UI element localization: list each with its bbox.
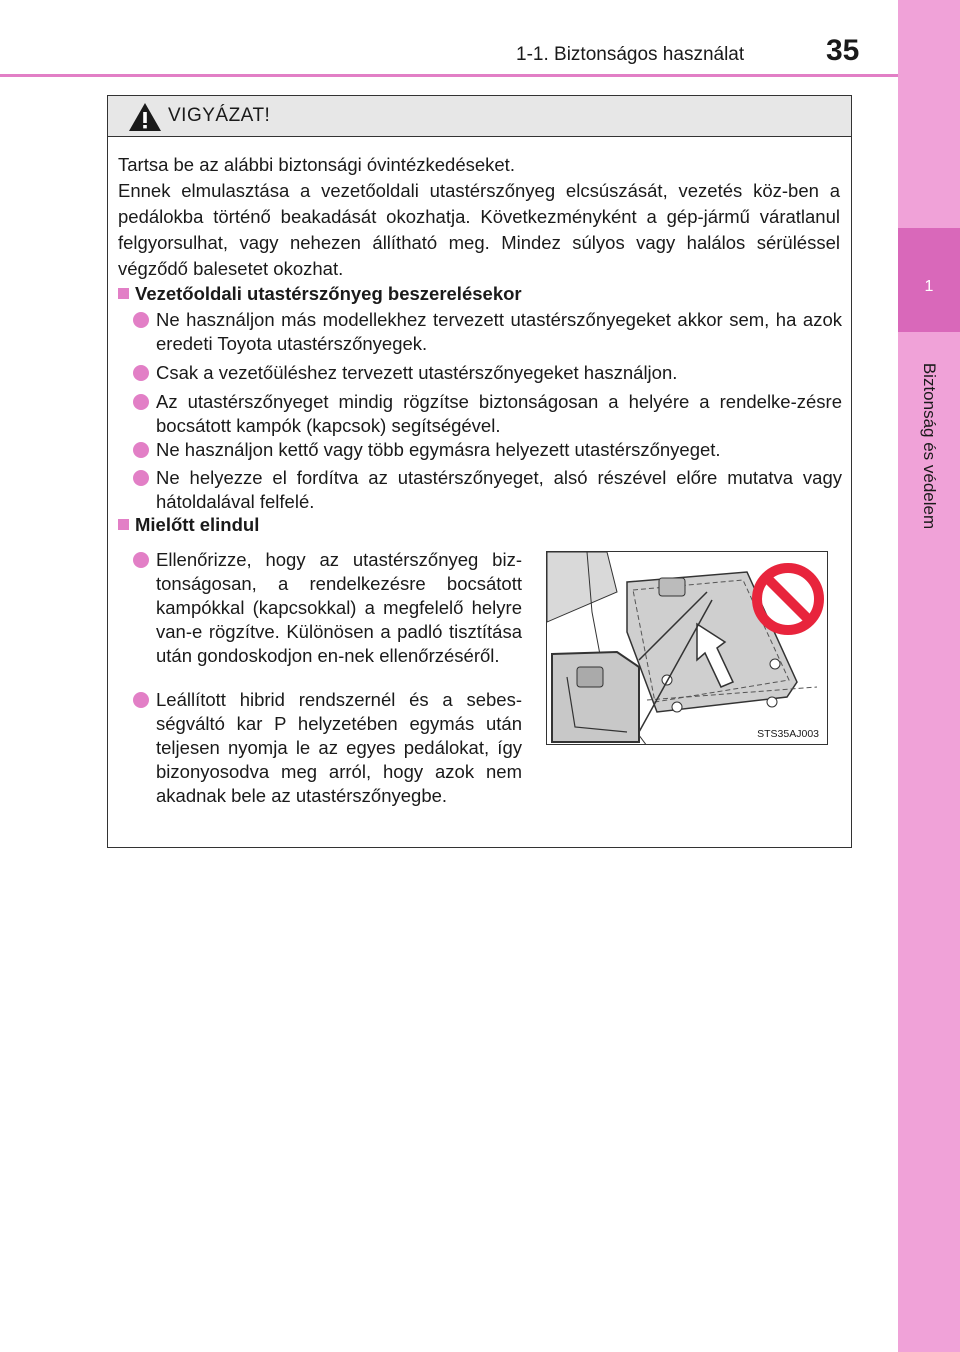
list-item bbox=[156, 308, 842, 356]
list-item-text: Ne helyezze el fordítva az utastérszőnyeget, alsó részével előre mutatva vagy hátoldalával felfelé. bbox=[156, 467, 842, 512]
subhead-installing bbox=[118, 281, 522, 307]
list-item bbox=[156, 438, 842, 462]
header-rule bbox=[0, 74, 898, 77]
subhead-installing-label: Vezetőoldali utastérszőnyeg beszerelésekor bbox=[135, 283, 522, 304]
list-item bbox=[156, 390, 842, 438]
round-bullet-icon bbox=[133, 552, 149, 568]
list-item-text: Ellenőrizze, hogy az utastérszőnyeg biz-tonságosan, a rendelkezésre bocsátott kampókkal (kapcsokkal) a megfelelő helyre van-e rögzítve. Különösen a padló tisztítása után gondoskodjon en-nek ellenőrzéséről. bbox=[156, 549, 522, 666]
illustration-code: STS35AJ003 bbox=[757, 728, 819, 740]
warning-title: VIGYÁZAT! bbox=[168, 105, 271, 126]
round-bullet-icon bbox=[133, 442, 149, 458]
floor-mat-illustration bbox=[546, 551, 828, 745]
list-item bbox=[156, 466, 842, 514]
page-number: 35 bbox=[826, 34, 860, 67]
section-title: 1-1. Biztonságos használat bbox=[516, 44, 745, 65]
warning-triangle-icon bbox=[128, 102, 162, 132]
chapter-title: Biztonság és védelem bbox=[920, 362, 939, 530]
subhead-before-driving bbox=[118, 512, 259, 538]
round-bullet-icon bbox=[133, 312, 149, 328]
square-bullet-icon bbox=[118, 288, 129, 299]
list-item-text: Ne használjon más modellekhez tervezett utastérszőnyegeket akkor sem, ha azok eredeti Toyota utastérszőnyegek. bbox=[156, 309, 842, 354]
subhead-before-driving-label: Mielőtt elindul bbox=[135, 514, 260, 535]
side-tab bbox=[898, 0, 960, 1352]
warning-intro bbox=[118, 152, 840, 282]
round-bullet-icon bbox=[133, 365, 149, 381]
list-item bbox=[156, 361, 842, 385]
list-item-text: Leállított hibrid rendszernél és a sebes-ségváltó kar P helyzetében egymás után teljesen nyomja le az egyes pedálokat, így bizonyosodva meg arról, hogy azok nem akadnak bele az utastérszőnyegbe. bbox=[156, 689, 522, 806]
round-bullet-icon bbox=[133, 470, 149, 486]
list-item-text: Az utastérszőnyeget mindig rögzítse biztonságosan a helyére a rendelke-zésre bocsátott kampók (kapcsok) segítségével. bbox=[156, 391, 842, 436]
warning-intro-first: Tartsa be az alábbi biztonsági óvintézkedéseket. bbox=[118, 154, 515, 175]
round-bullet-icon bbox=[133, 692, 149, 708]
prohibition-sign-icon bbox=[751, 562, 825, 636]
warning-header bbox=[108, 96, 851, 137]
list-item bbox=[156, 688, 522, 808]
square-bullet-icon bbox=[118, 519, 129, 530]
warning-intro-rest: Ennek elmulasztása a vezetőoldali utastérszőnyeg elcsúszását, vezetés köz-ben a pedálokba történő beakadását okozhatja. Következményként a gép-jármű váratlanul felgyorsulhat, vagy nehezen állítható meg. Mindez súlyos vagy halálos sérüléssel végződő balesetet okozhat. bbox=[118, 180, 840, 279]
chapter-number: 1 bbox=[924, 278, 934, 295]
list-item bbox=[156, 548, 522, 668]
list-item-text: Csak a vezetőüléshez tervezett utastérszőnyegeket használjon. bbox=[156, 362, 678, 383]
round-bullet-icon bbox=[133, 394, 149, 410]
list-item-text: Ne használjon kettő vagy több egymásra helyezett utastérszőnyeget. bbox=[156, 439, 721, 460]
